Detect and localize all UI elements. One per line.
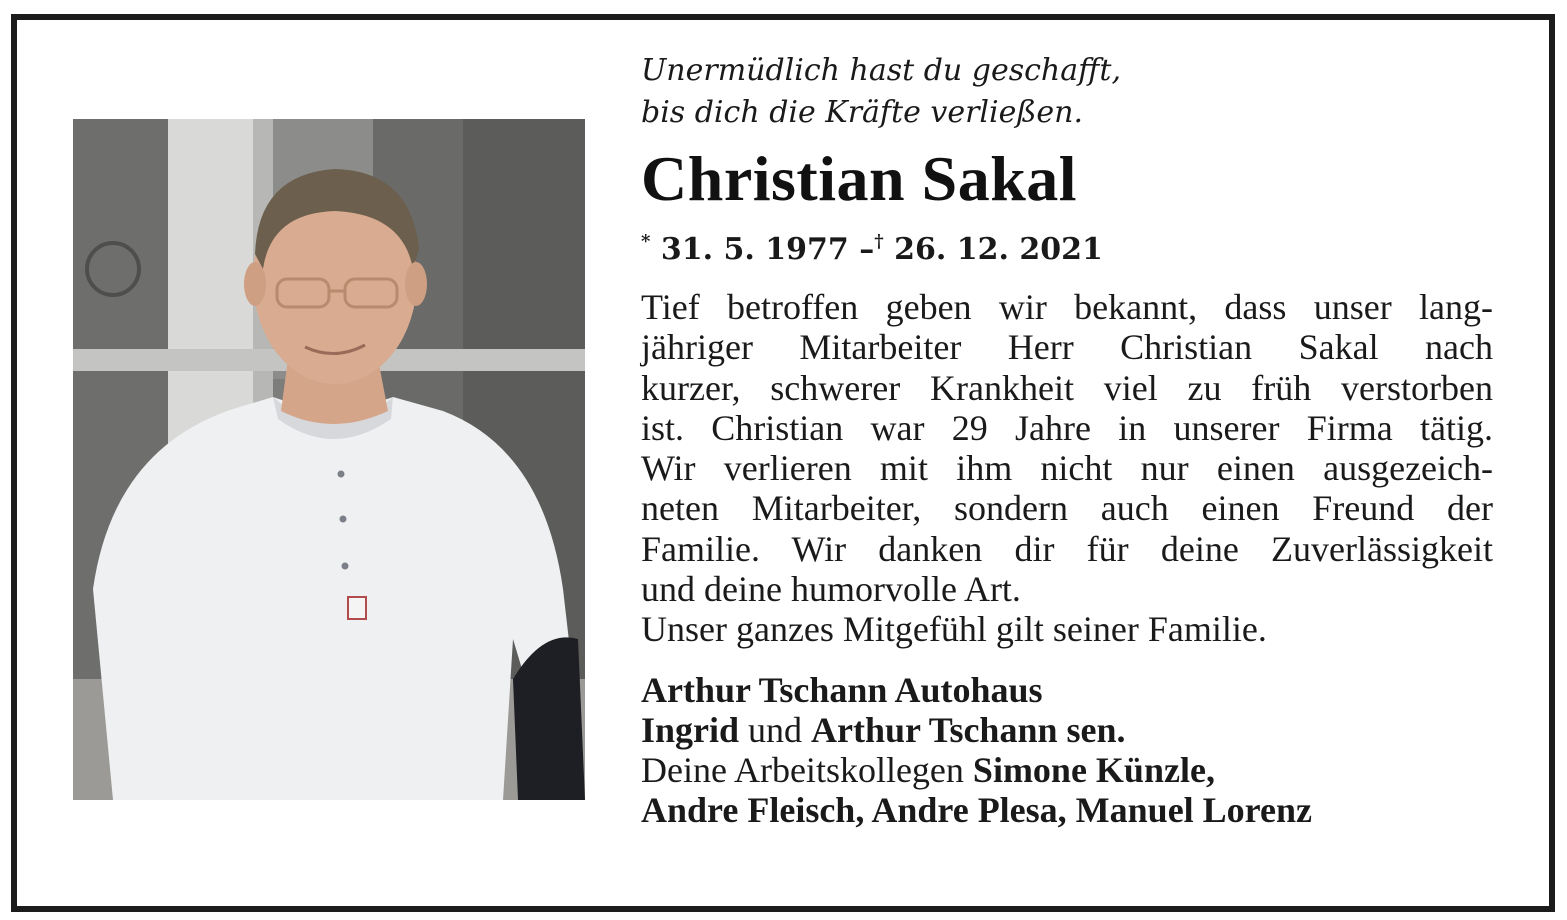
verse-line-2: bis dich die Kräfte verließen.: [641, 95, 1084, 130]
birth-symbol: *: [641, 231, 651, 252]
announcement-line: neten Mitarbeiter, sondern auch einen Freund der: [641, 488, 1493, 529]
announcement-line: Tief betroffen geben wir bekannt, dass unser lang-: [641, 287, 1493, 327]
colleague-simone: Simone Künzle,: [972, 749, 1215, 790]
announcement-line: Wir verlieren mit ihm nicht nur einen ausgezeich-: [641, 448, 1493, 489]
memorial-verse: [641, 50, 1493, 134]
company-name: Arthur Tschann Autohaus: [641, 669, 1043, 710]
signatory-ingrid: Ingrid: [641, 709, 740, 750]
announcement-line: Familie. Wir danken dir für deine Zuverlässigkeit: [641, 528, 1493, 569]
announcement-line: kurzer, schwerer Krankheit viel zu früh verstorben: [641, 367, 1493, 408]
announcement-line: jähriger Mitarbeiter Herr Christian Sakal nach: [641, 327, 1493, 368]
life-dates: [641, 222, 1493, 270]
colleagues-intro: Deine Arbeitskollegen: [641, 749, 964, 790]
date-separator: –: [859, 232, 875, 267]
announcement-line: Unser ganzes Mitgefühl gilt seiner Familie.: [641, 609, 1267, 650]
signatory-arthur-sen: Arthur Tschann sen.: [811, 709, 1126, 750]
death-symbol: †: [874, 231, 884, 252]
birth-date: 31. 5. 1977: [660, 232, 849, 267]
deceased-name: Christian Sakal: [641, 143, 1078, 214]
announcement-text: [641, 287, 1493, 650]
verse-line-1: Unermüdlich hast du geschafft,: [641, 53, 1121, 88]
death-date: 26. 12. 2021: [894, 232, 1103, 267]
family-line: [641, 710, 1493, 750]
signatories: [641, 670, 1493, 830]
notice-text-column: [641, 50, 1493, 830]
colleagues-names: Andre Fleisch, Andre Plesa, Manuel Lorenz: [641, 789, 1312, 830]
portrait-photo-illustration: [73, 119, 585, 800]
announcement-line: ist. Christian war 29 Jahre in unserer Firma tätig.: [641, 407, 1493, 448]
colleagues-line: [641, 750, 1493, 790]
portrait-photo: [73, 119, 585, 800]
announcement-line: und deine humorvolle Art.: [641, 569, 1021, 610]
conjunction: und: [748, 709, 803, 750]
